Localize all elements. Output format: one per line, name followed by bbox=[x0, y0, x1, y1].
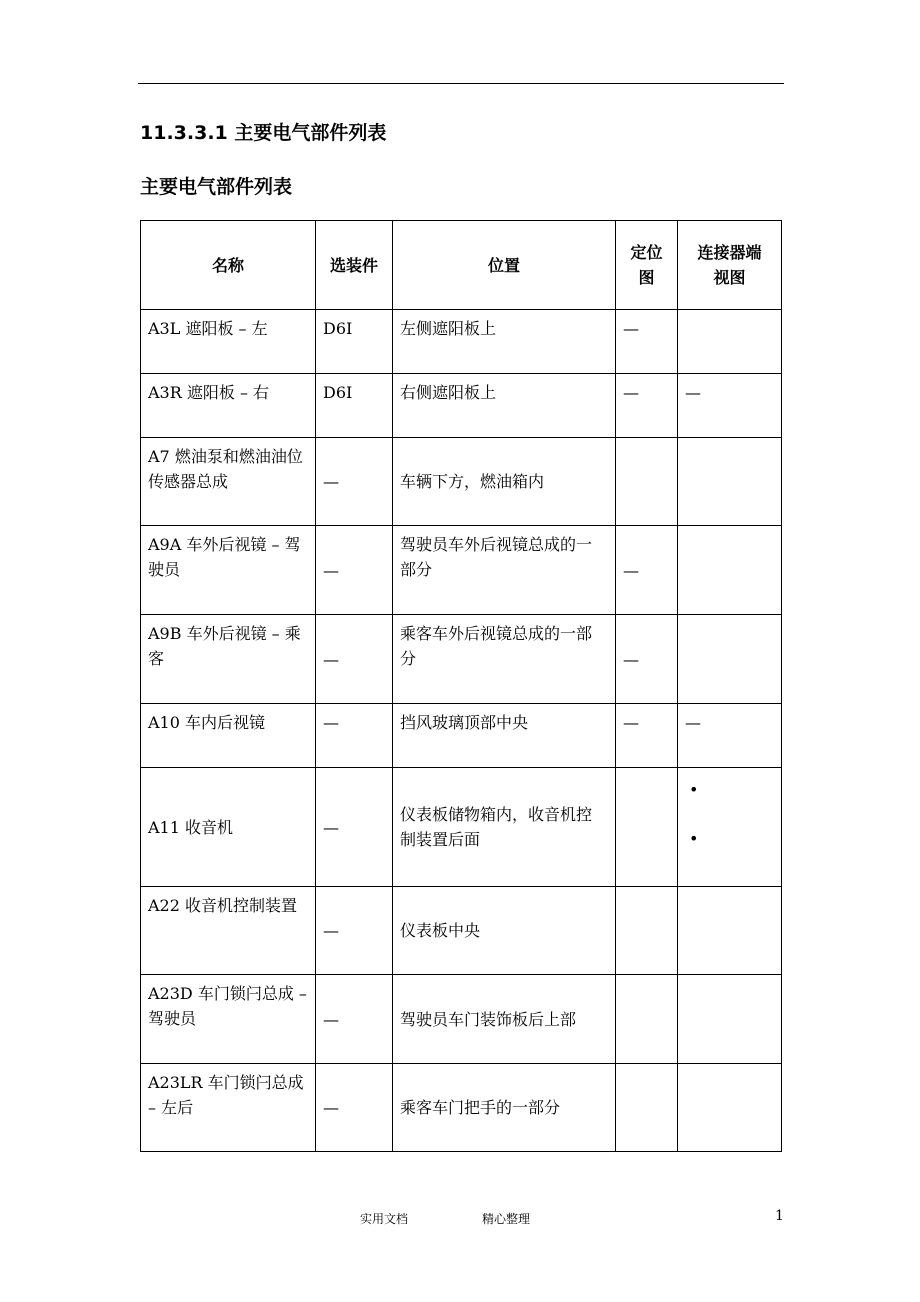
cell-locator bbox=[616, 768, 678, 887]
table-row bbox=[141, 975, 782, 1064]
footer-left: 实用文档 bbox=[360, 1212, 409, 1226]
page-number: 1 bbox=[775, 1208, 784, 1224]
cell-option: — bbox=[316, 704, 393, 768]
header-locator: 定位图 bbox=[616, 221, 678, 310]
cell-option: D6I bbox=[316, 310, 393, 374]
cell-locator: — bbox=[616, 615, 678, 704]
cell-connector: — bbox=[678, 374, 782, 438]
table-row bbox=[141, 310, 782, 374]
table-row bbox=[141, 768, 782, 887]
cell-name: A7 燃油泵和燃油油位传感器总成 bbox=[141, 438, 316, 526]
table-row bbox=[141, 887, 782, 975]
table-header-row bbox=[141, 221, 782, 310]
cell-option: — bbox=[316, 975, 393, 1064]
cell-name: A10 车内后视镜 bbox=[141, 704, 316, 768]
cell-location: 车辆下方，燃油箱内 bbox=[393, 438, 616, 526]
bullet: • bbox=[689, 829, 699, 848]
cell-name: A23LR 车门锁闩总成 – 左后 bbox=[141, 1064, 316, 1152]
cell-locator: — bbox=[616, 310, 678, 374]
cell-option: D6I bbox=[316, 374, 393, 438]
cell-location: 仪表板储物箱内，收音机控制装置后面 bbox=[393, 768, 616, 887]
cell-connector bbox=[678, 1064, 782, 1152]
cell-location: 挡风玻璃顶部中央 bbox=[393, 704, 616, 768]
cell-name: A3L 遮阳板 – 左 bbox=[141, 310, 316, 374]
cell-connector bbox=[678, 438, 782, 526]
table-row bbox=[141, 526, 782, 615]
table-row bbox=[141, 704, 782, 768]
cell-locator bbox=[616, 1064, 678, 1152]
table-row bbox=[141, 438, 782, 526]
cell-location: 驾驶员车外后视镜总成的一部分 bbox=[393, 526, 616, 615]
cell-location: 右侧遮阳板上 bbox=[393, 374, 616, 438]
cell-option: — bbox=[316, 526, 393, 615]
cell-option: — bbox=[316, 1064, 393, 1152]
cell-connector bbox=[678, 310, 782, 374]
header-name: 名称 bbox=[141, 221, 316, 310]
header-option: 选装件 bbox=[316, 221, 393, 310]
cell-location: 仪表板中央 bbox=[393, 887, 616, 975]
cell-connector bbox=[678, 887, 782, 975]
cell-option: — bbox=[316, 768, 393, 887]
cell-option: — bbox=[316, 887, 393, 975]
cell-connector bbox=[678, 526, 782, 615]
bullet: • bbox=[689, 780, 699, 799]
table-row bbox=[141, 615, 782, 704]
footer-center: 精心整理 bbox=[482, 1212, 531, 1226]
header-rule bbox=[138, 83, 784, 84]
cell-connector: — bbox=[678, 704, 782, 768]
cell-name: A3R 遮阳板 – 右 bbox=[141, 374, 316, 438]
cell-connector bbox=[678, 975, 782, 1064]
cell-option: — bbox=[316, 615, 393, 704]
cell-location: 乘客车门把手的一部分 bbox=[393, 1064, 616, 1152]
cell-option: — bbox=[316, 438, 393, 526]
cell-locator: — bbox=[616, 704, 678, 768]
cell-location: 左侧遮阳板上 bbox=[393, 310, 616, 374]
cell-name: A11 收音机 bbox=[141, 768, 316, 887]
section-heading: 11.3.3.1 主要电气部件列表 bbox=[140, 122, 387, 144]
cell-name: A23D 车门锁闩总成 – 驾驶员 bbox=[141, 975, 316, 1064]
cell-locator: — bbox=[616, 526, 678, 615]
cell-connector bbox=[678, 615, 782, 704]
cell-locator bbox=[616, 887, 678, 975]
table-row bbox=[141, 1064, 782, 1152]
cell-locator: — bbox=[616, 374, 678, 438]
cell-name: A22 收音机控制装置 bbox=[141, 887, 316, 975]
parts-table bbox=[140, 220, 782, 1152]
table-row bbox=[141, 374, 782, 438]
cell-name: A9B 车外后视镜 – 乘客 bbox=[141, 615, 316, 704]
cell-name: A9A 车外后视镜 – 驾驶员 bbox=[141, 526, 316, 615]
header-location: 位置 bbox=[393, 221, 616, 310]
cell-connector bbox=[678, 768, 782, 887]
cell-location: 乘客车外后视镜总成的一部分 bbox=[393, 615, 616, 704]
cell-locator bbox=[616, 975, 678, 1064]
cell-locator bbox=[616, 438, 678, 526]
header-connector: 连接器端视图 bbox=[678, 221, 782, 310]
table-title: 主要电气部件列表 bbox=[140, 176, 293, 198]
cell-location: 驾驶员车门装饰板后上部 bbox=[393, 975, 616, 1064]
